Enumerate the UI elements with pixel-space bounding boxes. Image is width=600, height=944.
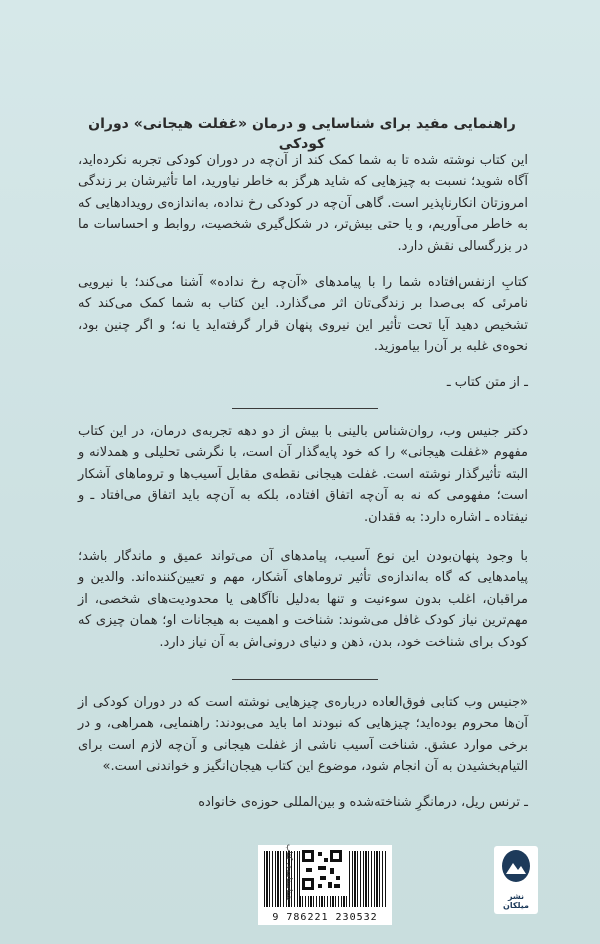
publisher-logo <box>494 846 538 914</box>
section-divider <box>232 408 378 409</box>
qr-label: شناسنامه‌ی کتاب <box>285 843 294 901</box>
publisher-name: نشر میلکان <box>503 892 529 910</box>
qr-code-icon <box>300 848 348 896</box>
intro-paragraph-2: کتابِ ازنفس‌افتاده شما را با پیامدهای «آن‌چه رخ نداده» آشنا می‌کند؛ با نیرویی نامرئی که بی‌صدا بر زندگی‌تان اثر می‌گذارد. این کتاب به شما کمک می‌کند که تشخیص دهید آیا تحت تأثیر این نیروی پنهان قرار گرفته‌اید یا نه؛ و اگر چنین بود، نحوه‌ی غلبه بر آن‌را بیاموزید. <box>78 275 528 355</box>
isbn-number: 9 786221 230532 <box>272 912 378 923</box>
review-quote: «جنیس وب کتابی فوق‌العاده درباره‌ی چیزهایی نوشته است که در دوران کودکی از آن‌ها محروم بوده‌اید؛ چیزهایی که نبودند اما باید می‌بودند: راهنمایی، همراهی، و در برخی موارد عشق. شناخت آسیب ناشی از غفلت هیجانی و آن‌چه لازم است برای التیام‌بخشیدن به آن انجام شود، موضوع این کتاب هیجان‌انگیز و خواندنی است.» <box>78 695 528 775</box>
intro-signature: ـ از متن کتاب ـ <box>446 375 528 390</box>
about-paragraph-2: با وجود پنهان‌بودن این نوع آسیب، پیامدهای آن می‌تواند عمیق و ماندگار باشد؛ پیامدهایی که گاه به‌اندازه‌ی تأثیر تروماهای آشکار، مهم و تعیین‌کننده‌اند. والدین و مراقبان، اغلب بدون سوءنیت و تنها به‌دلیل ناآگاهی یا محدودیت‌های شخصی، از مهم‌ترین نیاز کودک غافل می‌شوند: شناخت و اهمیت به هیجانات او؛ همان چیزی که کودک برای شناخت خود، بدن، ذهن و دنیای درونی‌اش به آن نیاز دارد. <box>78 549 528 650</box>
about-paragraph-1: دکتر جنیس وب، روان‌شناس بالینی با بیش از دو دهه تجربه‌ی درمان، در این کتاب مفهوم «غفلت هیجانی» را که خود پایه‌گذار آن است، با نگرشی تحلیلی و همدلانه و البته تأثیرگذار نوشته است. غفلت هیجانی نقطه‌ی مقابل آسیب‌ها و تروماهای آشکار است؛ مفهومی که نه به آن‌چه اتفاق افتاده، بلکه به آن‌چه باید اتفاق می‌افتاد ـ و نیفتاده ـ اشاره دارد: به فقدان. <box>78 424 528 525</box>
cover-heading: راهنمایی مفید برای شناسایی و درمان «غفلت هیجانی» دوران کودکی <box>88 116 516 152</box>
review-signature: ـ ترنس ریل، درمانگرِ شناخته‌شده و بین‌المللی حوزه‌ی خانواده <box>198 795 528 810</box>
mountain-logo-icon <box>502 850 530 882</box>
section-divider <box>232 679 378 680</box>
intro-paragraph-1: این کتاب نوشته شده تا به شما کمک کند از آن‌چه در دوران کودکی تجربه نکرده‌اید، آگاه شوید؛ نسبت به چیزهایی که شاید هرگز به خاطر نیاورید، اما تأثیرشان بر زندگی امروزتان انکارناپذیر است. گاهی آن‌چه در کودکی رخ نداده، به‌اندازه‌ی رویدادهایی که به خاطر می‌آوریم، و یا حتی بیش‌تر، در شکل‌گیری شخصیت، روابط و احساسات ما در بزرگسالی نقش دارد. <box>78 153 528 254</box>
